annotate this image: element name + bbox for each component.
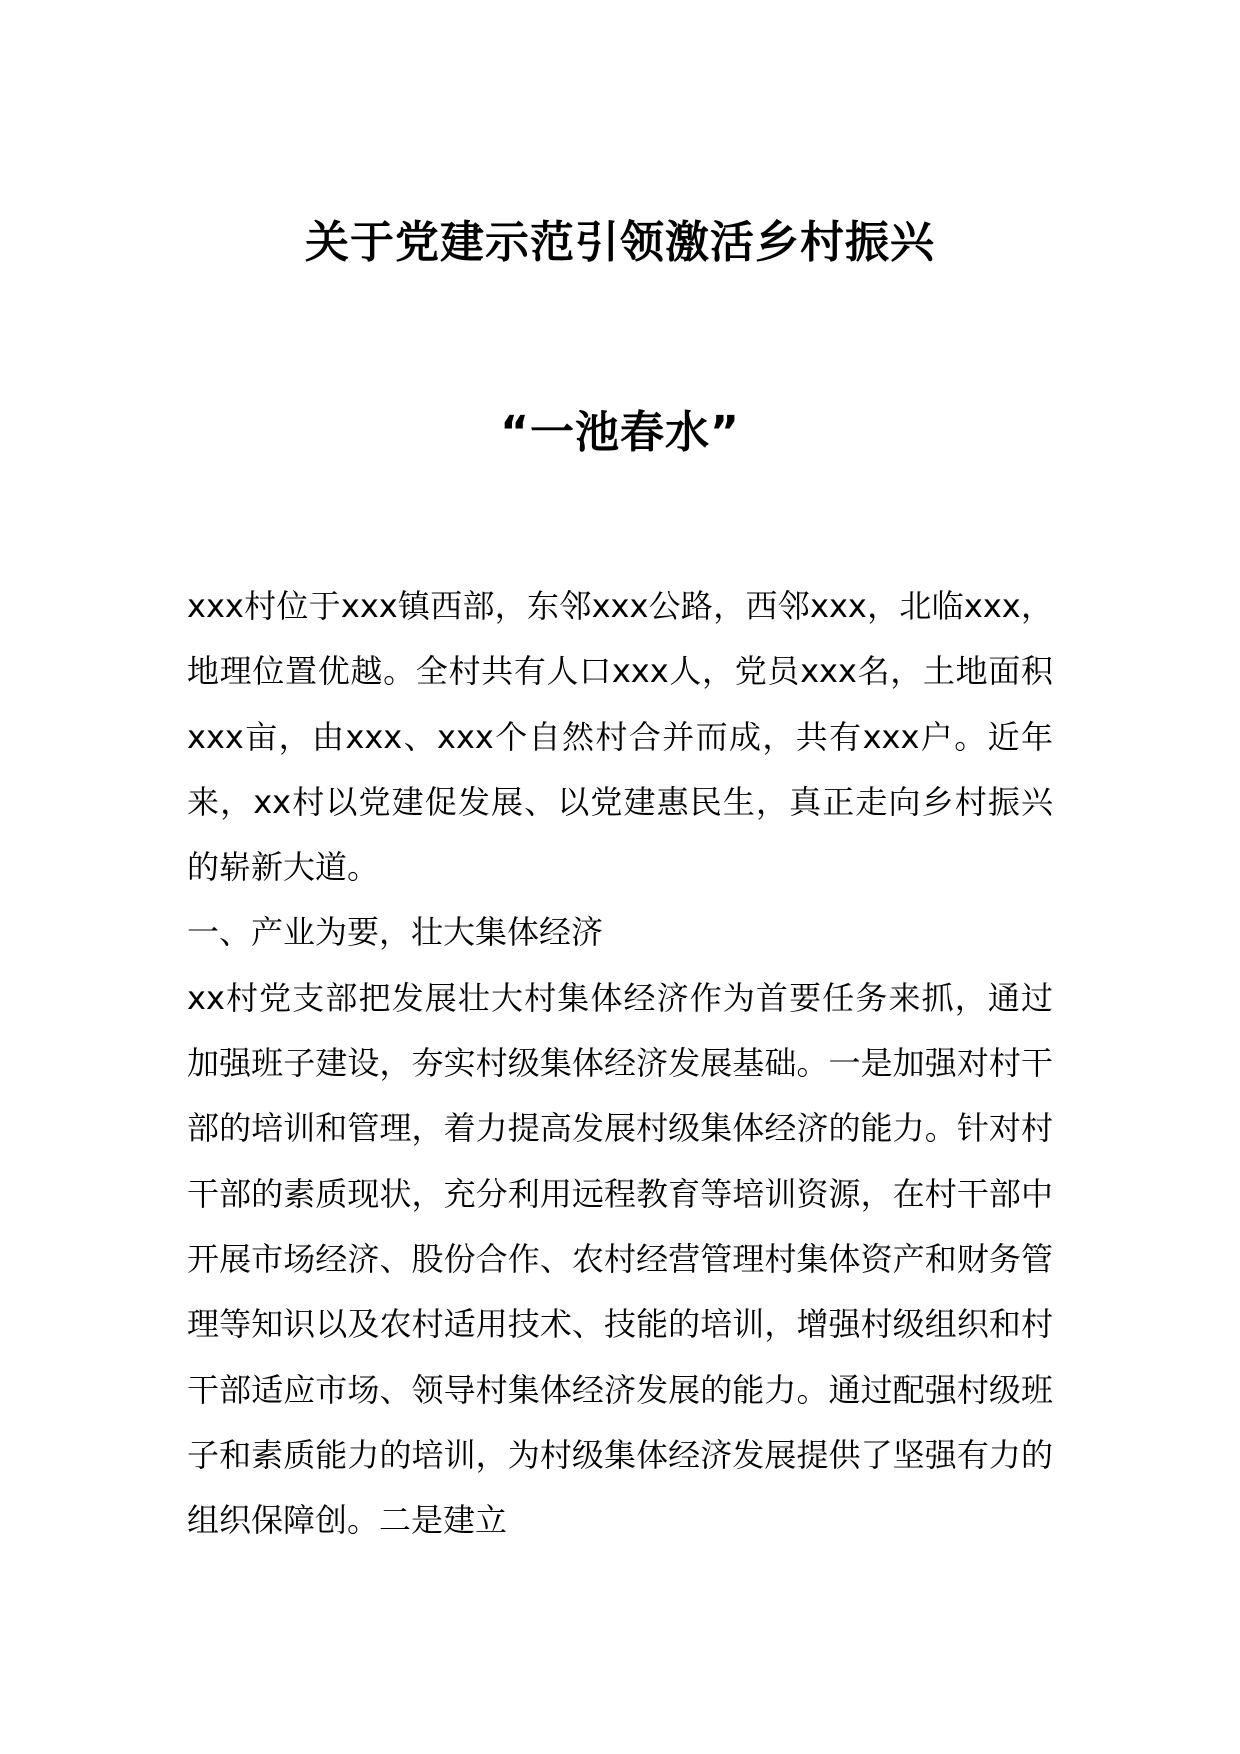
document-body (187, 574, 1053, 1553)
section-heading-industry: 一、产业为要，壮大集体经济 (187, 913, 604, 952)
paragraph-collective-economy: xx村党支部把发展壮大村集体经济作为首要任务来抓，通过加强班子建设，夯实村级集体经济发展基础。一是加强对村干部的培训和管理，着力提高发展村级集体经济的能力。针对村干部的素质现状，充分利用远程教育等培训资源，在村干部中开展市场经济、股份合作、农村经营管理村集体资产和财务管理等知识以及农村适用技术、技能的培训，增强村级组织和村干部适应市场、领导村集体经济发展的能力。通过配强村级班子和素质能力的培训，为村级集体经济发展提供了坚强有力的组织保障创。二是建立 (187, 978, 1053, 1540)
document-subtitle: “一池春水” (500, 407, 740, 458)
paragraph-intro: xxx村位于xxx镇西部，东邻xxx公路，西邻xxx，北临xxx，地理位置优越。全村共有人口xxx人，党员xxx名，土地面积xxx亩，由xxx、xxx个自然村合并而成，共有xxx户。近年来，xx村以党建促发展、以党建惠民生，真正走向乡村振兴的崭新大道。 (187, 587, 1053, 887)
document-title: 关于党建示范引领激活乡村振兴 (305, 217, 935, 268)
